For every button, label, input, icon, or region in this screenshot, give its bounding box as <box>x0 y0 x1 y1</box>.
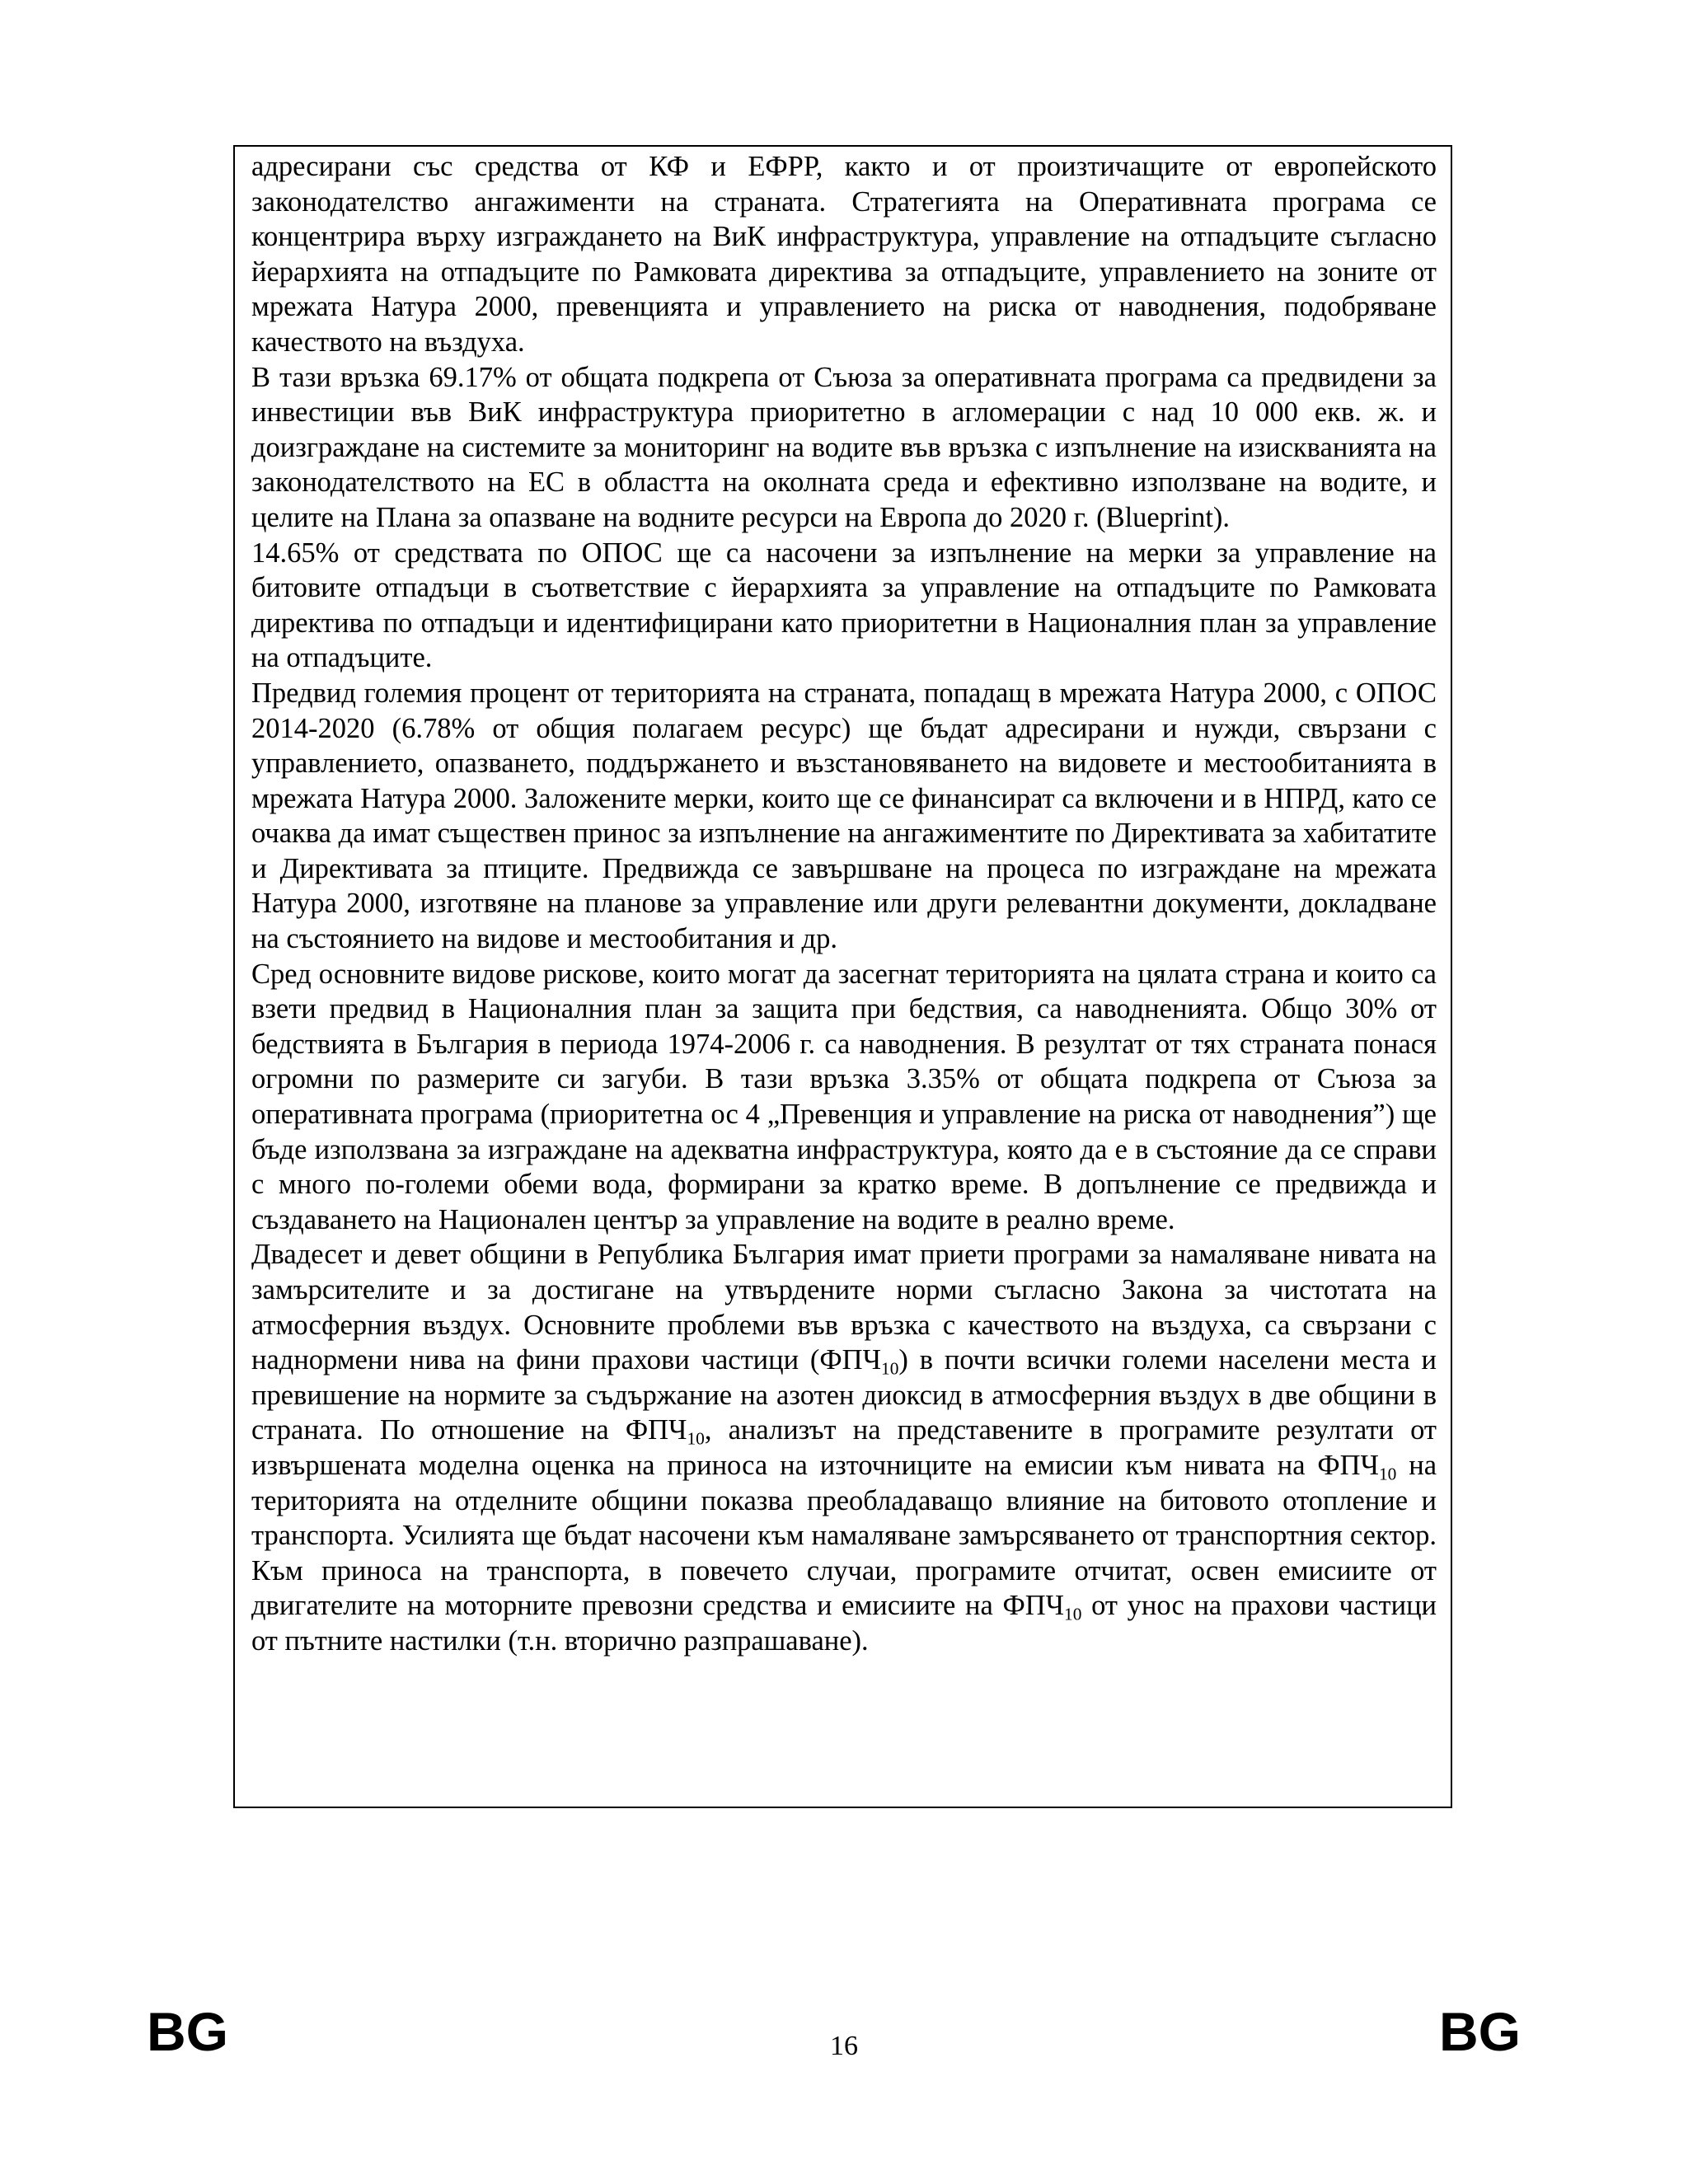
text-box <box>233 145 1452 1808</box>
pm10-subscript: 10 <box>881 1358 899 1379</box>
paragraph-3: 14.65% от средствата по ОПОС ще са насочени за изпълнение на мерки за управление на битовите отпадъци в съответствие с йерархията за управление на отпадъците по Рамковата директива по отпадъци и идентифицирани като приоритетни в Националния план за управление на отпадъците. <box>251 537 1437 674</box>
paragraph-6-text-1: Двадесет и девет общини в Република България имат приети програми за намаляване нивата на замърсителите и за достигане на утвърдените норми съгласно Закона за чистотата на атмосферния въздух. Основните проблеми във връзка с качеството на въздуха, са свързани с наднормени нива на фини прахови частици (ФПЧ <box>251 1239 1437 1376</box>
pm10-subscript: 10 <box>1064 1604 1082 1624</box>
paragraph-1: адресирани със средства от КФ и ЕФРР, както и от произтичащите от европейското законодателство ангажименти на страната. Стратегията на Оперативната програма се концентрира върху изграждането на ВиК инфраструктура, управление на отпадъците съгласно йерархията на отпадъците по Рамковата директива за отпадъците, управлението на зоните от мрежата Натура 2000, превенцията и управлението на риска от наводнения, подобряване качеството на въздуха. <box>251 151 1437 358</box>
paragraph-6 <box>251 1237 1437 1658</box>
paragraph-6-text-4: на територията на отделните общини показва преобладаващо влияние на битовото отопление и транспорта. Усилията ще бъдат насочени към намаляване замърсяването от транспортния сектор. Към приноса на транспорта, в повечето случаи, програмите отчитат, освен емисиите от двигателите на моторните превозни средства и емисиите на ФПЧ <box>251 1449 1437 1622</box>
footer-language-code-left: BG <box>147 2001 228 2062</box>
pm10-subscript: 10 <box>687 1428 705 1449</box>
page-number: 16 <box>830 2031 858 2061</box>
footer-language-code-right: BG <box>1439 2001 1521 2062</box>
paragraph-5: Сред основните видове рискове, които могат да засегнат територията на цялата страна и които са взети предвид в Националния план за защита при бедствия, са наводненията. Общо 30% от бедствията в България в периода 1974-2006 г. са наводнения. В резултат от тях страната понася огромни по размерите си загуби. В тази връзка 3.35% от общата подкрепа от Съюза за оперативната програма (приоритетна ос 4 „Превенция и управление на риска от наводнения”) ще бъде използвана за изграждане на адекватна инфраструктура, която да е в състояние да се справи с много по-големи обеми вода, формирани за кратко време. В допълнение се предвижда и създаването на Национален център за управление на водите в реално време. <box>251 958 1437 1235</box>
paragraph-4: Предвид големия процент от територията на страната, попадащ в мрежата Натура 2000, с ОПОС 2014-2020 (6.78% от общия полагаем ресурс) ще бъдат адресирани и нужди, свързани с управлението, опазването, поддържането и възстановяването на видовете и местообитанията в мрежата Натура 2000. Заложените мерки, които ще се финансират са включени и в НПРД, като се очаква да имат съществен принос за изпълнение на ангажиментите по Директивата за хабитатите и Директивата за птиците. Предвижда се завършване на процеса по изграждане на мрежата Натура 2000, изготвяне на планове за управление или други релевантни документи, докладване на състоянието на видове и местообитания и др. <box>251 677 1437 955</box>
pm10-subscript: 10 <box>1378 1464 1397 1484</box>
paragraph-6-text-2: ) в почти всички големи населени места и превишение на нормите за съдържание на азотен диоксид в атмосферния въздух в две общини в страната. По отношение на ФПЧ <box>251 1344 1437 1446</box>
paragraph-2: В тази връзка 69.17% от общата подкрепа от Съюза за оперативната програма са предвидени за инвестиции във ВиК инфраструктура приоритетно в агломерации с над 10 000 екв. ж. и доизграждане на системите за мониторинг на водите във връзка с изпълнение на изискванията на законодателството на ЕС в областта на околната среда и ефективно използване на водите, и целите на Плана за опазване на водните ресурси на Европа до 2020 г. (Blueprint). <box>251 361 1437 533</box>
paragraph-6-text-3: , анализът на представените в програмите резултати от извършената моделна оценка на приноса на източниците на емисии към нивата на ФПЧ <box>251 1414 1437 1481</box>
paragraph-6-text-5: от унос на прахови частици от пътните настилки (т.н. вторично разпрашаване). <box>251 1590 1437 1657</box>
